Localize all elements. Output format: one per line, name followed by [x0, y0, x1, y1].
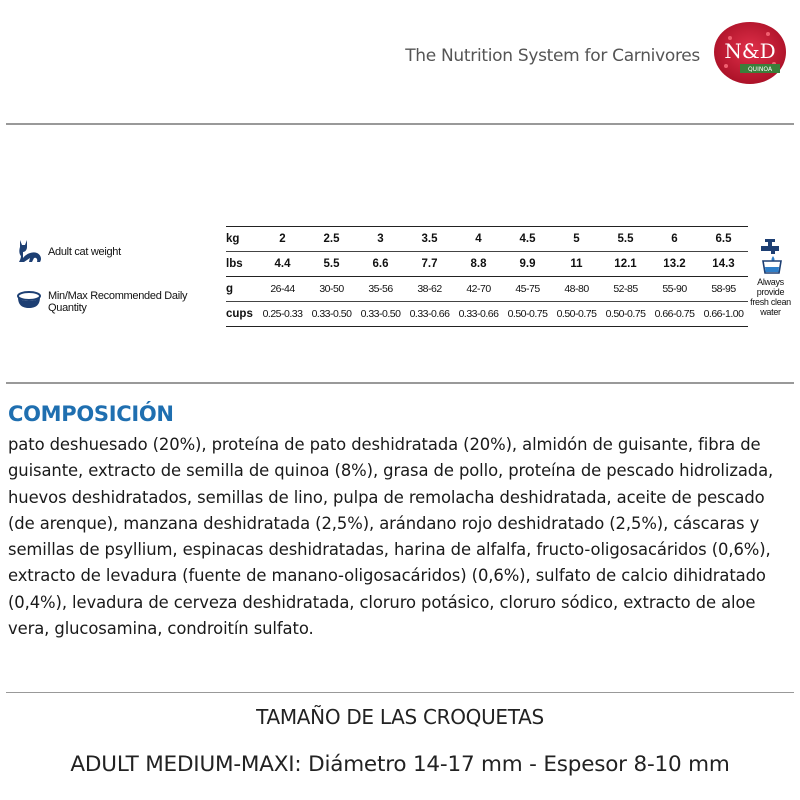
unit-g: g [226, 277, 258, 302]
grams-value: 55-90 [650, 277, 699, 302]
lbs-value: 14.3 [699, 252, 748, 277]
water-tap-icon [757, 237, 785, 275]
unit-lbs: lbs [226, 252, 258, 277]
lbs-value: 5.5 [307, 252, 356, 277]
weight-icon-cell [10, 227, 48, 277]
grams-value: 38-62 [405, 277, 454, 302]
kg-value: 5 [552, 227, 601, 252]
cups-value: 0.50-0.75 [552, 302, 601, 327]
composition-title: COMPOSICIÓN [8, 402, 174, 426]
brand-logo [712, 20, 788, 86]
kibble-size-detail: ADULT MEDIUM-MAXI: Diámetro 14-17 mm - Espesor 8-10 mm [70, 752, 730, 777]
cups-value: 0.66-0.75 [650, 302, 699, 327]
kg-value: 5.5 [601, 227, 650, 252]
kg-value: 6 [650, 227, 699, 252]
kg-value: 3.5 [405, 227, 454, 252]
grams-value: 26-44 [258, 277, 307, 302]
lbs-value: 11 [552, 252, 601, 277]
grams-value: 30-50 [307, 277, 356, 302]
food-bowl-icon [14, 289, 44, 311]
logo-text: N&D [724, 39, 776, 63]
kg-value: 3 [356, 227, 405, 252]
divider-middle [6, 382, 794, 384]
lbs-value: 7.7 [405, 252, 454, 277]
grams-value: 35-56 [356, 277, 405, 302]
composition-text: pato deshuesado (20%), proteína de pato deshidratada (20%), almidón de guisante, fibra de guisante, extracto de semilla de quinoa (8%), grasa de pollo, proteína de pescado hidrolizada, huevos deshidratados, semillas de lino, pulpa de remolacha deshidratada, aceite de pescado (de arenque), manzana deshidratada (2,5%), arándano rojo deshidratado (2,5%), cáscaras y semillas de psyllium, espinacas deshidratadas, harina de alfalfa, fructo-oligosacáridos (0,6%), extracto de levadura (fuente de manano-oligosacáridos) (0,6%), sulfato de calcio dihidratado (0,4%), levadura de cerveza deshidratada, cloruro potásico, cloruro sódico, extracto de aloe vera, glucosamina, condroitín sulfato. [8, 435, 774, 639]
water-note: Always provide fresh clean water [750, 276, 791, 317]
feeding-table [10, 226, 793, 327]
unit-kg: kg [226, 227, 258, 252]
quantity-icon-cell [10, 277, 48, 327]
tagline: The Nutrition System for Carnivores [405, 46, 700, 66]
cups-value: 0.33-0.66 [405, 302, 454, 327]
divider-bottom [6, 692, 794, 693]
lbs-value: 6.6 [356, 252, 405, 277]
grams-value: 58-95 [699, 277, 748, 302]
daily-quantity-label: Min/Max Recommended Daily Quantity [48, 289, 188, 314]
divider-top [6, 123, 794, 125]
kg-value: 2.5 [307, 227, 356, 252]
lbs-value: 4.4 [258, 252, 307, 277]
kg-value: 6.5 [699, 227, 748, 252]
lbs-value: 9.9 [503, 252, 552, 277]
cups-value: 0.33-0.66 [454, 302, 503, 327]
cups-value: 0.50-0.75 [601, 302, 650, 327]
grams-value: 45-75 [503, 277, 552, 302]
water-note-cell [748, 227, 793, 327]
grams-value: 42-70 [454, 277, 503, 302]
adult-weight-label: Adult cat weight [48, 245, 121, 258]
kibble-size-title: TAMAÑO DE LAS CROQUETAS [256, 705, 544, 729]
kg-value: 4 [454, 227, 503, 252]
kg-value: 2 [258, 227, 307, 252]
unit-cups: cups [226, 302, 258, 327]
grams-value: 48-80 [552, 277, 601, 302]
grams-value: 52-85 [601, 277, 650, 302]
lbs-value: 8.8 [454, 252, 503, 277]
lbs-value: 12.1 [601, 252, 650, 277]
kg-value: 4.5 [503, 227, 552, 252]
cups-value: 0.50-0.75 [503, 302, 552, 327]
cups-value: 0.33-0.50 [356, 302, 405, 327]
cups-value: 0.25-0.33 [258, 302, 307, 327]
cups-value: 0.66-1.00 [699, 302, 748, 327]
cat-icon [14, 236, 44, 264]
logo-subtext: QUINOA [747, 66, 773, 73]
cups-value: 0.33-0.50 [307, 302, 356, 327]
lbs-value: 13.2 [650, 252, 699, 277]
